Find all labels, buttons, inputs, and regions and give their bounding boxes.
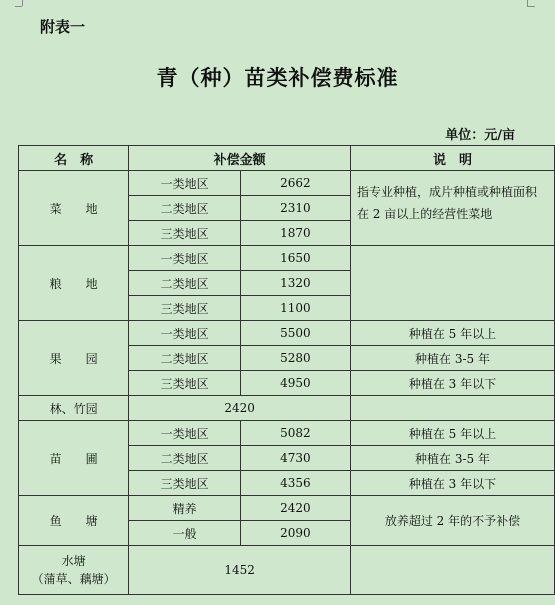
note-fishpond: 放养超过 2 年的不予补偿: [350, 496, 554, 546]
page-corner-mark: [22, 0, 23, 6]
table-row: [19, 496, 555, 521]
table-row: [19, 421, 555, 446]
unit-label: 单位：元/亩: [445, 128, 515, 143]
header-name: 名 称: [19, 146, 129, 171]
table-row: [19, 546, 555, 595]
value-cell: 2310: [240, 196, 350, 221]
value-cell: 5500: [240, 321, 350, 346]
waterpond-name-line1: 水塘: [61, 554, 86, 568]
note-grain-empty: [350, 246, 554, 321]
zone-cell: 一类地区: [129, 421, 240, 446]
zone-cell: 精养: [129, 496, 240, 521]
category-forest: 林、竹园: [19, 396, 129, 421]
value-cell: 4950: [240, 371, 350, 396]
table-row: [19, 246, 555, 271]
page-corner-mark: [15, 6, 22, 7]
zone-cell: 二类地区: [129, 271, 240, 296]
compensation-table: [18, 145, 555, 595]
zone-cell: 一类地区: [129, 171, 240, 196]
value-cell: 2662: [240, 171, 350, 196]
value-cell: 1870: [240, 221, 350, 246]
note-vegetable: 指专业种植，成片种植或种植面积在 2 亩以上的经营性菜地: [350, 171, 554, 246]
note-cell: 种植在 3 年以下: [350, 371, 554, 396]
waterpond-name-line2: （蒲草、藕塘）: [31, 572, 116, 586]
zone-cell: 一类地区: [129, 246, 240, 271]
category-nursery: 苗 圃: [19, 421, 129, 496]
note-cell: 种植在 5 年以上: [350, 321, 554, 346]
zone-cell: 三类地区: [129, 221, 240, 246]
zone-cell: 一类地区: [129, 321, 240, 346]
note-cell: 种植在 5 年以上: [350, 421, 554, 446]
note-forest-empty: [350, 396, 554, 421]
note-cell: 种植在 3-5 年: [350, 346, 554, 371]
category-waterpond: [19, 546, 129, 595]
value-cell: 5280: [240, 346, 350, 371]
category-fishpond: 鱼 塘: [19, 496, 129, 546]
category-orchard: 果 园: [19, 321, 129, 396]
zone-cell: 二类地区: [129, 346, 240, 371]
document-title: 青（种）苗类补偿费标准: [156, 66, 399, 90]
zone-cell: 三类地区: [129, 296, 240, 321]
page-corner-mark: [527, 6, 535, 7]
category-grain: 粮 地: [19, 246, 129, 321]
value-cell: 2420: [240, 496, 350, 521]
value-cell: 4356: [240, 471, 350, 496]
value-cell: 1650: [240, 246, 350, 271]
value-cell: 1320: [240, 271, 350, 296]
value-cell: 4730: [240, 446, 350, 471]
header-note: 说 明: [350, 146, 554, 171]
category-vegetable: 菜 地: [19, 171, 129, 246]
table-row: [19, 171, 555, 196]
header-amount: 补偿金额: [129, 146, 351, 171]
table-header-row: [19, 146, 555, 171]
value-cell: 2420: [129, 396, 351, 421]
zone-cell: 三类地区: [129, 471, 240, 496]
value-cell: 5082: [240, 421, 350, 446]
zone-cell: 一般: [129, 521, 240, 546]
value-cell: 2090: [240, 521, 350, 546]
value-cell: 1452: [129, 546, 351, 595]
note-waterpond-empty: [350, 546, 554, 595]
zone-cell: 三类地区: [129, 371, 240, 396]
note-cell: 种植在 3-5 年: [350, 446, 554, 471]
zone-cell: 二类地区: [129, 446, 240, 471]
note-cell: 种植在 3 年以下: [350, 471, 554, 496]
table-row: [19, 396, 555, 421]
value-cell: 1100: [240, 296, 350, 321]
zone-cell: 二类地区: [129, 196, 240, 221]
appendix-label: 附表一: [40, 18, 86, 36]
table-row: [19, 321, 555, 346]
